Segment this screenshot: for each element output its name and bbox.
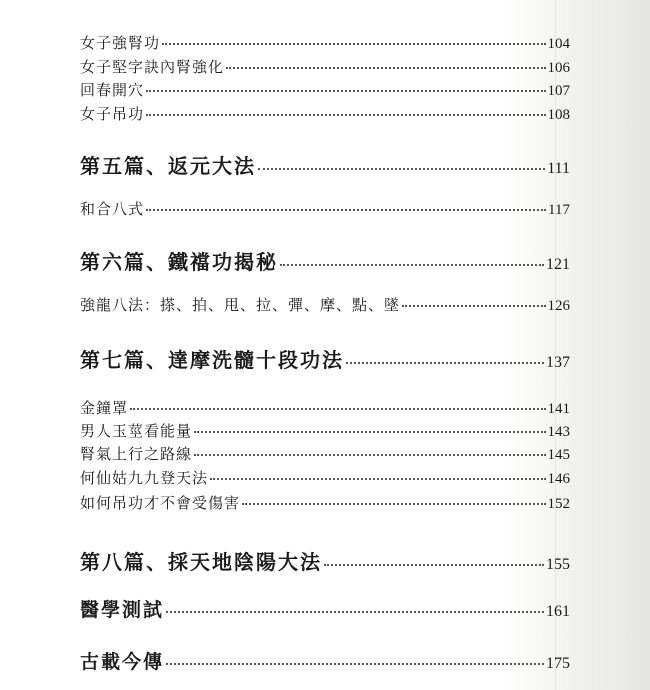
leader-dots: [194, 431, 545, 433]
chapter-page: 121: [546, 256, 570, 273]
leader-dots: [166, 611, 544, 613]
toc-entry-title: 男人玉莖看能量: [80, 422, 193, 440]
chapter-page: 175: [546, 655, 570, 672]
toc-entry[interactable]: [80, 32, 570, 53]
toc-entry[interactable]: [80, 56, 570, 77]
toc-entry-page: 152: [547, 496, 570, 512]
toc-entry-page: 143: [547, 424, 570, 440]
toc-entry-title: 如何吊功才不會受傷害: [80, 494, 241, 512]
chapter-title: 醫學測試: [80, 599, 165, 621]
toc-entry-page: 106: [547, 60, 570, 76]
toc-entry[interactable]: [80, 443, 570, 464]
leader-dots: [242, 503, 545, 505]
leader-dots: [346, 362, 544, 364]
chapter-title: 第五篇、返元大法: [80, 154, 256, 178]
leader-dots: [162, 43, 545, 45]
toc-entry-title: 和合八式: [80, 200, 145, 218]
toc-chapter-8[interactable]: [80, 546, 570, 575]
toc-entry-page: 107: [547, 83, 570, 99]
leader-dots: [280, 264, 544, 266]
leader-dots: [226, 67, 545, 69]
leader-dots: [194, 454, 545, 456]
chapter-page: 137: [546, 354, 570, 371]
toc-entry-title: 腎氣上行之路線: [80, 445, 193, 463]
leader-dots: [146, 209, 546, 211]
toc-entry[interactable]: [80, 79, 570, 100]
toc-entry[interactable]: [80, 467, 570, 488]
toc-entry-page: 104: [547, 36, 570, 52]
toc-entry[interactable]: [80, 420, 570, 441]
toc-entry-page: 126: [547, 298, 570, 314]
toc-entry-title: 女子堅字訣內腎強化: [80, 58, 225, 76]
toc-entry[interactable]: [80, 103, 570, 124]
leader-dots: [146, 114, 545, 116]
leader-dots: [210, 478, 545, 480]
toc-chapter-5[interactable]: [80, 150, 570, 179]
toc-entry-title: 何仙姑九九登天法: [80, 469, 209, 487]
leader-dots: [130, 408, 545, 410]
leader-dots: [402, 305, 545, 307]
toc-entry-page: 117: [548, 202, 570, 218]
leader-dots: [166, 663, 544, 665]
toc-ancient-records[interactable]: [80, 647, 570, 674]
chapter-page: 155: [546, 556, 570, 573]
chapter-title: 第七篇、達摩洗髓十段功法: [80, 348, 344, 372]
toc-entry-page: 108: [547, 107, 570, 123]
leader-dots: [324, 564, 544, 566]
chapter-title: 古載今傳: [80, 651, 165, 673]
chapter-title: 第六篇、鐵襠功揭秘: [80, 250, 278, 274]
toc-entry-page: 145: [547, 447, 570, 463]
toc-medical-test[interactable]: [80, 595, 570, 622]
toc-entry[interactable]: [80, 492, 570, 513]
toc-entry-title: 強龍八法：搽、拍、甩、拉、彈、摩、點、墜: [80, 296, 401, 314]
toc-entry-title: 女子強腎功: [80, 34, 161, 52]
toc-entry-title: 回春開穴: [80, 81, 145, 99]
toc-entry[interactable]: [80, 294, 570, 315]
toc-entry[interactable]: [80, 397, 570, 418]
leader-dots: [146, 90, 545, 92]
toc-chapter-7[interactable]: [80, 344, 570, 373]
chapter-page: 111: [547, 160, 570, 177]
leader-dots: [258, 168, 545, 170]
toc-entry[interactable]: [80, 198, 570, 219]
toc-chapter-6[interactable]: [80, 246, 570, 275]
chapter-page: 161: [546, 603, 570, 620]
toc-entry-title: 女子吊功: [80, 105, 145, 123]
toc-entry-title: 金鐘罩: [80, 399, 129, 417]
toc-entry-page: 141: [547, 401, 570, 417]
toc-entry-page: 146: [547, 471, 570, 487]
chapter-title: 第八篇、採天地陰陽大法: [80, 550, 322, 574]
